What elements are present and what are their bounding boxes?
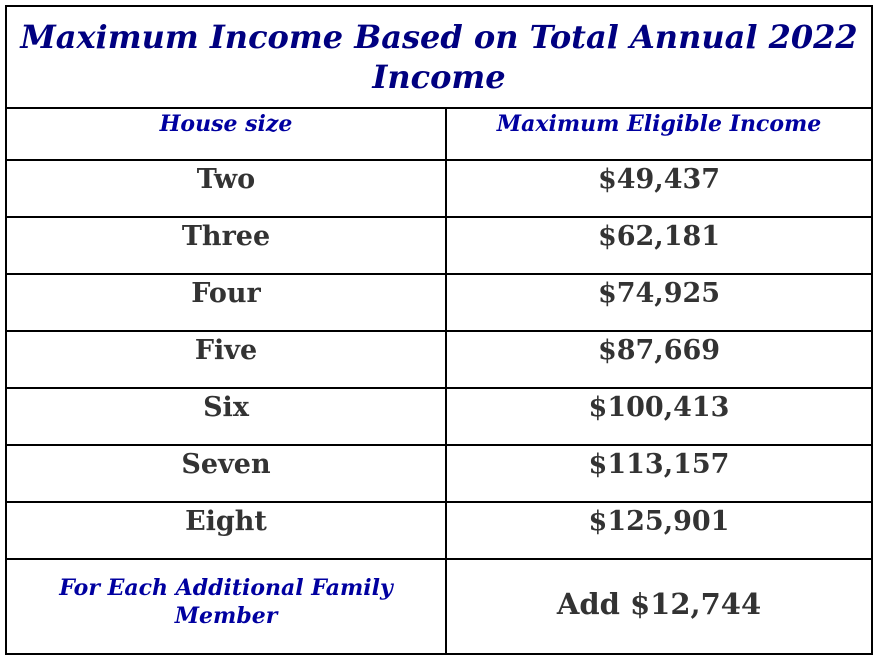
income-cell: $100,413 [446,388,872,445]
house-size-cell: Seven [6,445,446,502]
header-row [6,108,872,160]
income-cell: $87,669 [446,331,872,388]
table-row [6,388,872,445]
house-size-cell: Two [6,160,446,217]
header-house-size: House size [6,108,446,160]
table-row [6,160,872,217]
additional-member-value: Add $12,744 [446,559,872,654]
income-cell: $62,181 [446,217,872,274]
table-row [6,274,872,331]
table-row [6,502,872,559]
footer-row [6,559,872,654]
house-size-cell: Five [6,331,446,388]
income-cell: $113,157 [446,445,872,502]
table-row [6,445,872,502]
income-table [5,5,873,655]
table-title: Maximum Income Based on Total Annual 2022 Income [6,6,872,108]
house-size-cell: Eight [6,502,446,559]
house-size-cell: Four [6,274,446,331]
income-cell: $74,925 [446,274,872,331]
title-row [6,6,872,108]
house-size-cell: Six [6,388,446,445]
house-size-cell: Three [6,217,446,274]
additional-member-label: For Each Additional Family Member [6,559,446,654]
table-row [6,331,872,388]
income-cell: $125,901 [446,502,872,559]
table-row [6,217,872,274]
income-cell: $49,437 [446,160,872,217]
header-max-income: Maximum Eligible Income [446,108,872,160]
